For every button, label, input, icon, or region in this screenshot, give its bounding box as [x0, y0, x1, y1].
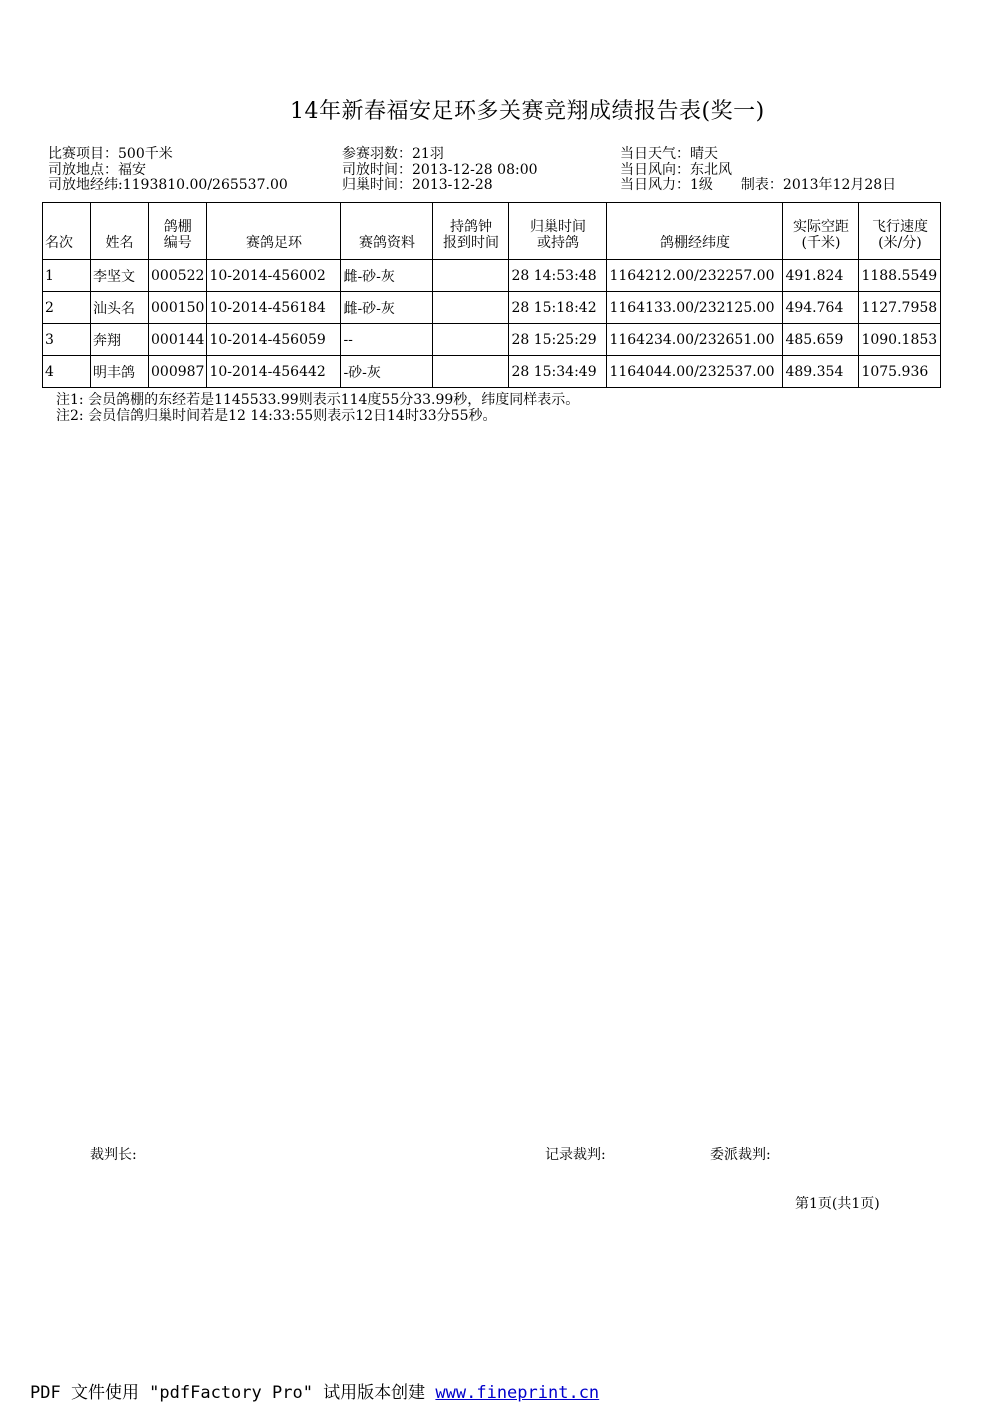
notes — [56, 392, 579, 424]
cell-speed: 1188.5549 — [859, 260, 941, 292]
cell-coordinates: 1164212.00/232257.00 — [607, 260, 783, 292]
footer-text: PDF 文件使用 "pdfFactory Pro" 试用版本创建 — [30, 1383, 436, 1403]
cell-clock-time — [433, 356, 509, 388]
wind-force-and-date: 当日风力：1级 制表：2013年12月28日 — [620, 177, 897, 193]
cell-name: 李坚文 — [91, 260, 149, 292]
cell-speed: 1127.7958 — [859, 292, 941, 324]
header-distance-text: 实际空距 (千米) — [792, 219, 849, 251]
header-name: 姓名 — [91, 203, 149, 260]
note-1: 注1: 会员鸽棚的东经若是1145533.99则表示114度55分33.99秒，纬度同样表示。 — [56, 392, 580, 408]
race-info-column-2 — [342, 147, 538, 194]
cell-loft-id: 000144 — [149, 324, 207, 356]
cell-ring: 10-2014-456059 — [207, 324, 341, 356]
cell-distance: 485.659 — [783, 324, 859, 356]
cell-distance: 491.824 — [783, 260, 859, 292]
header-return-time — [509, 203, 607, 260]
cell-pigeon-info: 雌-砂-灰 — [341, 292, 433, 324]
recording-referee-signature: 记录裁判: — [545, 1147, 606, 1163]
delegated-referee-signature: 委派裁判: — [710, 1147, 771, 1163]
cell-speed: 1075.936 — [859, 356, 941, 388]
cell-ring: 10-2014-456002 — [207, 260, 341, 292]
cell-ring: 10-2014-456442 — [207, 356, 341, 388]
cell-return-time: 28 14:53:48 — [509, 260, 607, 292]
table-row — [43, 260, 941, 292]
cell-coordinates: 1164044.00/232537.00 — [607, 356, 783, 388]
header-speed-text: 飞行速度 (米/分) — [871, 219, 928, 251]
cell-speed: 1090.1853 — [859, 324, 941, 356]
cell-coordinates: 1164133.00/232125.00 — [607, 292, 783, 324]
header-clock-time — [433, 203, 509, 260]
header-distance — [783, 203, 859, 260]
header-return-time-text: 归巢时间 或持鸽 — [529, 219, 586, 251]
cell-name: 明丰鸽 — [91, 356, 149, 388]
page-title: 14年新春福安足环多关赛竞翔成绩报告表(奖一) — [290, 99, 765, 124]
cell-rank: 3 — [43, 324, 91, 356]
cell-loft-id: 000987 — [149, 356, 207, 388]
wind-direction: 当日风向：东北风 — [620, 161, 732, 178]
return-date: 归巢时间：2013-12-28 — [342, 177, 493, 193]
release-location: 司放地点：福安 — [48, 161, 146, 178]
weather: 当日天气：晴天 — [620, 146, 718, 162]
race-info-column-3 — [620, 147, 896, 194]
entry-count: 参赛羽数：21羽 — [342, 146, 444, 162]
header-clock-time-text: 持鸽钟 报到时间 — [442, 219, 499, 251]
table-header-row — [43, 203, 941, 260]
race-event: 比赛项目：500千米 — [48, 146, 173, 162]
note-2: 注2: 会员信鸽归巢时间若是12 14:33:55则表示12日14时33分55秒。 — [56, 408, 497, 424]
cell-loft-id: 000522 — [149, 260, 207, 292]
cell-pigeon-info: -- — [341, 324, 433, 356]
results-table — [42, 202, 941, 388]
header-speed — [859, 203, 941, 260]
cell-rank: 2 — [43, 292, 91, 324]
cell-name: 汕头名 — [91, 292, 149, 324]
release-coordinates: 司放地经纬:1193810.00/265537.00 — [48, 177, 288, 193]
cell-clock-time — [433, 260, 509, 292]
pdf-footer — [30, 1378, 599, 1403]
race-info-column-1 — [48, 147, 288, 194]
header-loft-id-text: 鸽棚 编号 — [163, 219, 192, 251]
cell-clock-time — [433, 324, 509, 356]
header-loft-id — [149, 203, 207, 260]
chief-referee-signature: 裁判长: — [90, 1147, 137, 1163]
cell-pigeon-info: 雌-砂-灰 — [341, 260, 433, 292]
cell-name: 奔翔 — [91, 324, 149, 356]
cell-coordinates: 1164234.00/232651.00 — [607, 324, 783, 356]
cell-distance: 489.354 — [783, 356, 859, 388]
cell-loft-id: 000150 — [149, 292, 207, 324]
header-loft-coordinates: 鸽棚经纬度 — [607, 203, 783, 260]
cell-rank: 4 — [43, 356, 91, 388]
table-row — [43, 292, 941, 324]
release-time: 司放时间：2013-12-28 08:00 — [342, 161, 538, 178]
header-rank: 名次 — [43, 203, 91, 260]
cell-clock-time — [433, 292, 509, 324]
cell-return-time: 28 15:18:42 — [509, 292, 607, 324]
cell-pigeon-info: -砂-灰 — [341, 356, 433, 388]
cell-rank: 1 — [43, 260, 91, 292]
table-row — [43, 324, 941, 356]
cell-ring: 10-2014-456184 — [207, 292, 341, 324]
cell-return-time: 28 15:25:29 — [509, 324, 607, 356]
cell-distance: 494.764 — [783, 292, 859, 324]
header-pigeon-info: 赛鸽资料 — [341, 203, 433, 260]
cell-return-time: 28 15:34:49 — [509, 356, 607, 388]
page-number: 第1页(共1页) — [795, 1196, 880, 1212]
table-row — [43, 356, 941, 388]
header-ring: 赛鸽足环 — [207, 203, 341, 260]
footer-link[interactable]: www.fineprint.cn — [435, 1383, 600, 1403]
